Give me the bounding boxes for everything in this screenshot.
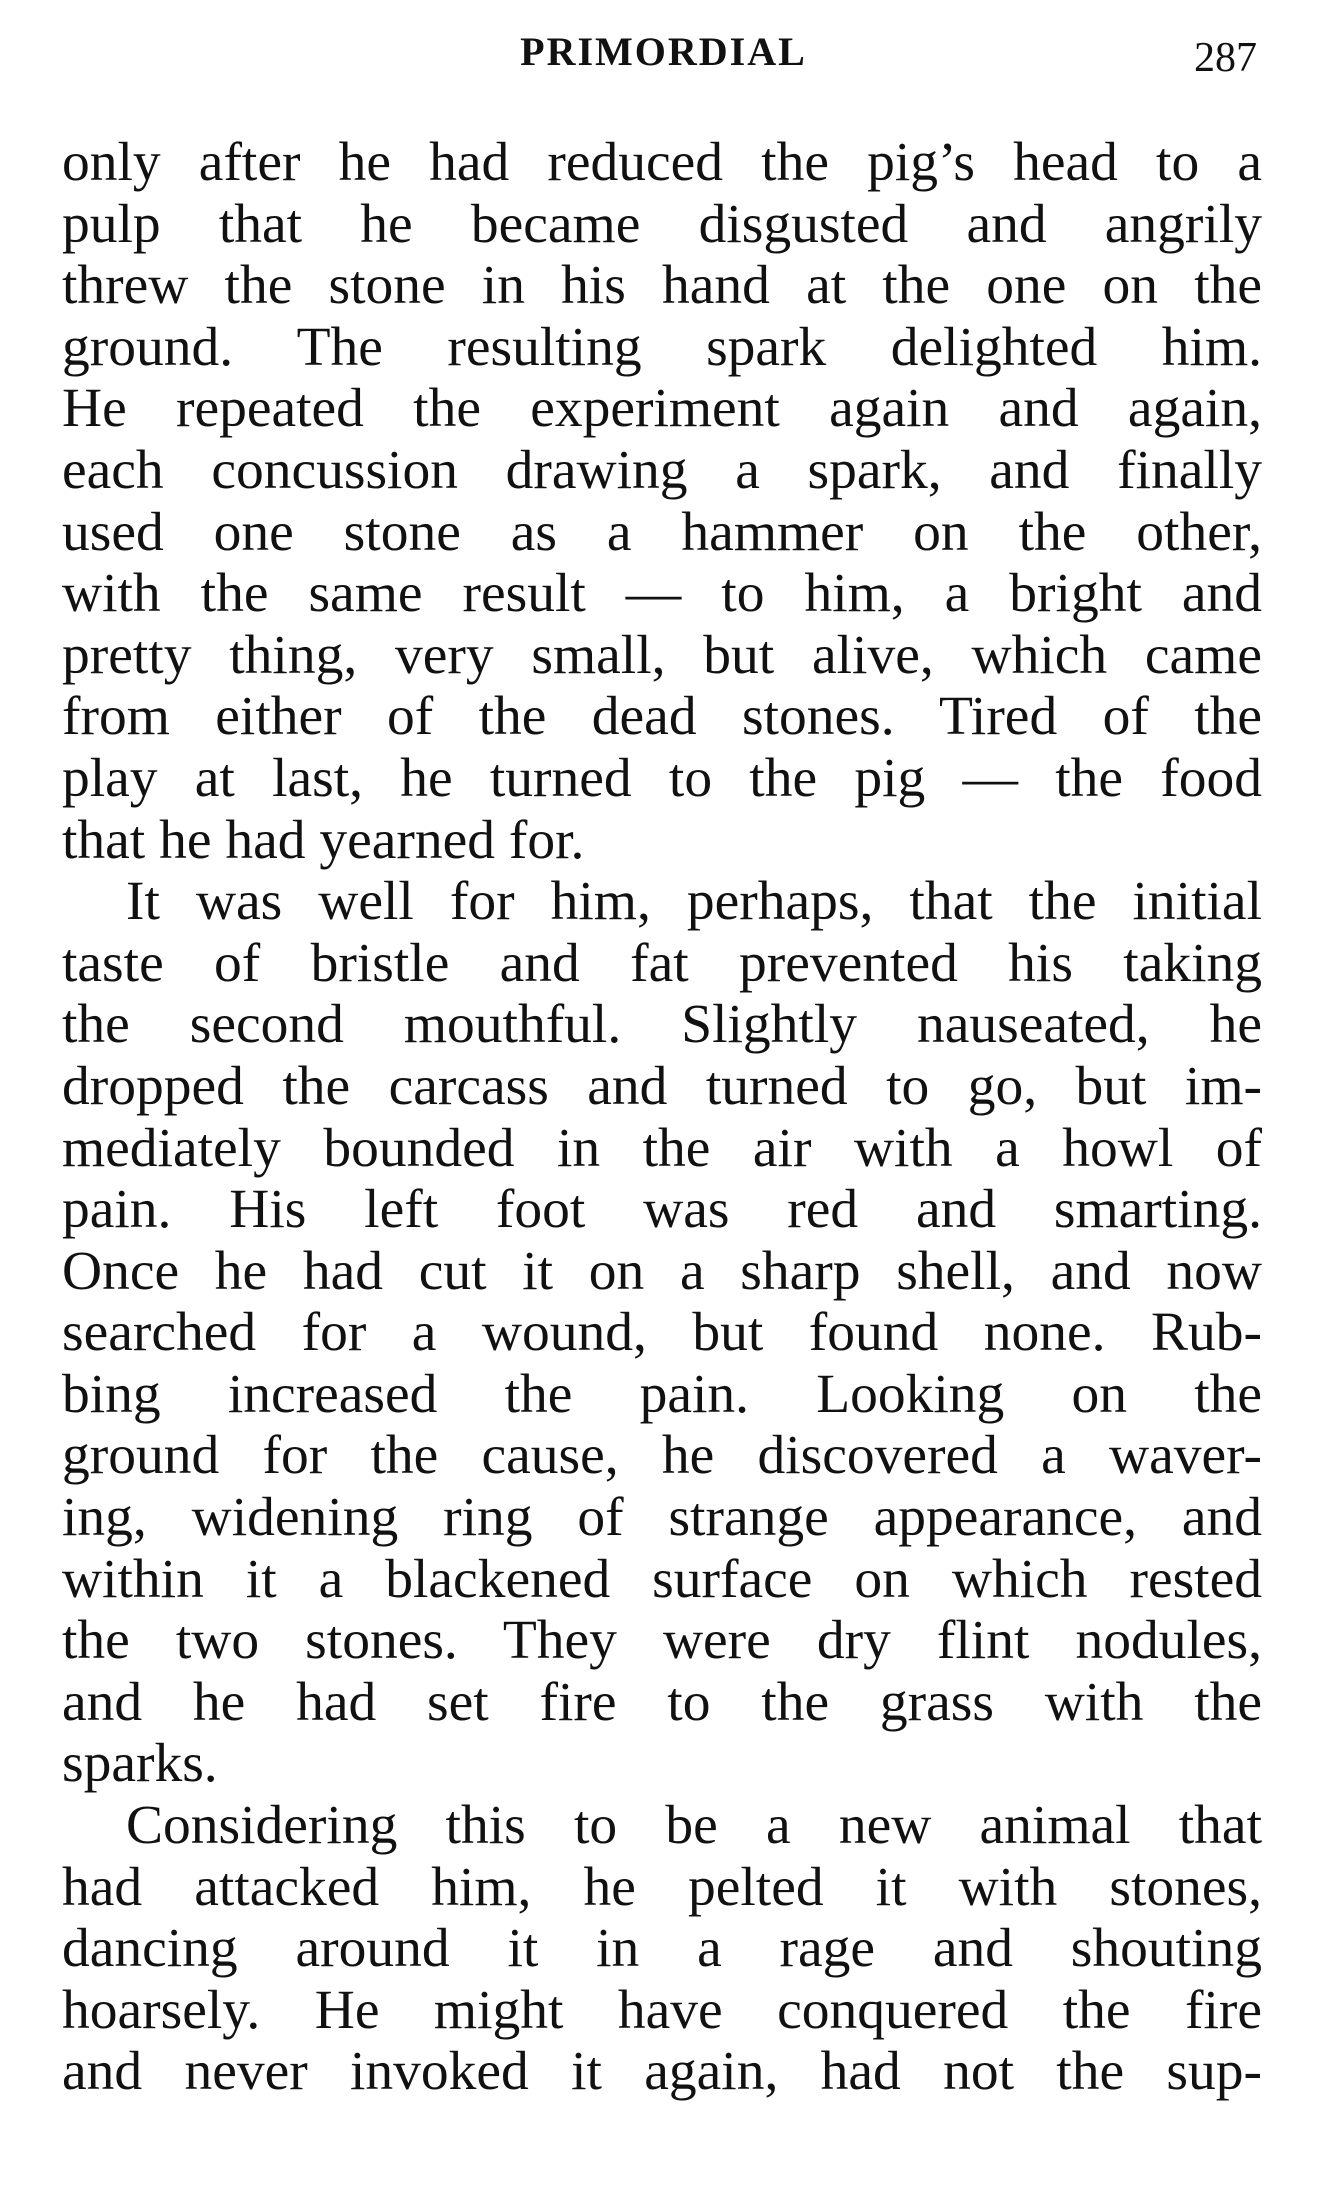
text-line: the two stones. They were dry flint nodules, xyxy=(62,1610,1262,1672)
text-line: each concussion drawing a spark, and finally xyxy=(62,439,1262,501)
text-line: He repeated the experiment again and again, xyxy=(62,378,1262,440)
text-line: bing increased the pain. Looking on the xyxy=(62,1363,1262,1425)
text-line: Once he had cut it on a sharp shell, and now xyxy=(62,1240,1262,1302)
text-line: pulp that he became disgusted and angrily xyxy=(62,193,1262,255)
text-line: threw the stone in his hand at the one on the xyxy=(62,255,1262,317)
text-line: only after he had reduced the pig’s head to a xyxy=(62,132,1262,193)
text-line: with the same result — to him, a bright and xyxy=(62,563,1262,625)
running-head xyxy=(0,28,1327,88)
text-line: and he had set fire to the grass with the xyxy=(62,1671,1262,1733)
text-line: and never invoked it again, had not the sup- xyxy=(62,2041,1262,2103)
text-line: ground. The resulting spark delighted him. xyxy=(62,316,1262,378)
text-line: from either of the dead stones. Tired of the xyxy=(62,686,1262,748)
text-line: play at last, he turned to the pig — the food xyxy=(62,747,1262,809)
paragraph-start-line: It was well for him, perhaps, that the initial xyxy=(126,871,1262,933)
page-number: 287 xyxy=(1194,35,1257,81)
text-line: ground for the cause, he discovered a waver- xyxy=(62,1425,1262,1487)
text-line: within it a blackened surface on which rested xyxy=(62,1548,1262,1610)
text-line: dropped the carcass and turned to go, but im- xyxy=(62,1055,1262,1117)
chapter-title: PRIMORDIAL xyxy=(520,29,807,74)
text-line: taste of bristle and fat prevented his taking xyxy=(62,932,1262,994)
text-line: that he had yearned for. xyxy=(62,809,585,871)
text-line: ing, widening ring of strange appearance, and xyxy=(62,1487,1262,1549)
text-line: used one stone as a hammer on the other, xyxy=(62,501,1262,563)
text-line: searched for a wound, but found none. Rub- xyxy=(62,1302,1262,1364)
text-line: the second mouthful. Slightly nauseated, he xyxy=(62,994,1262,1056)
paragraph-start-line: Considering this to be a new animal that xyxy=(126,1795,1262,1857)
text-line: hoarsely. He might have conquered the fire xyxy=(62,1979,1262,2041)
text-line: sparks. xyxy=(62,1733,218,1795)
text-line: mediately bounded in the air with a howl of xyxy=(62,1117,1262,1179)
body-text xyxy=(62,132,1262,2103)
text-line: dancing around it in a rage and shouting xyxy=(62,1918,1262,1980)
text-line: pain. His left foot was red and smarting. xyxy=(62,1179,1262,1241)
text-line: had attacked him, he pelted it with stones, xyxy=(62,1856,1262,1918)
text-line: pretty thing, very small, but alive, which came xyxy=(62,624,1262,686)
